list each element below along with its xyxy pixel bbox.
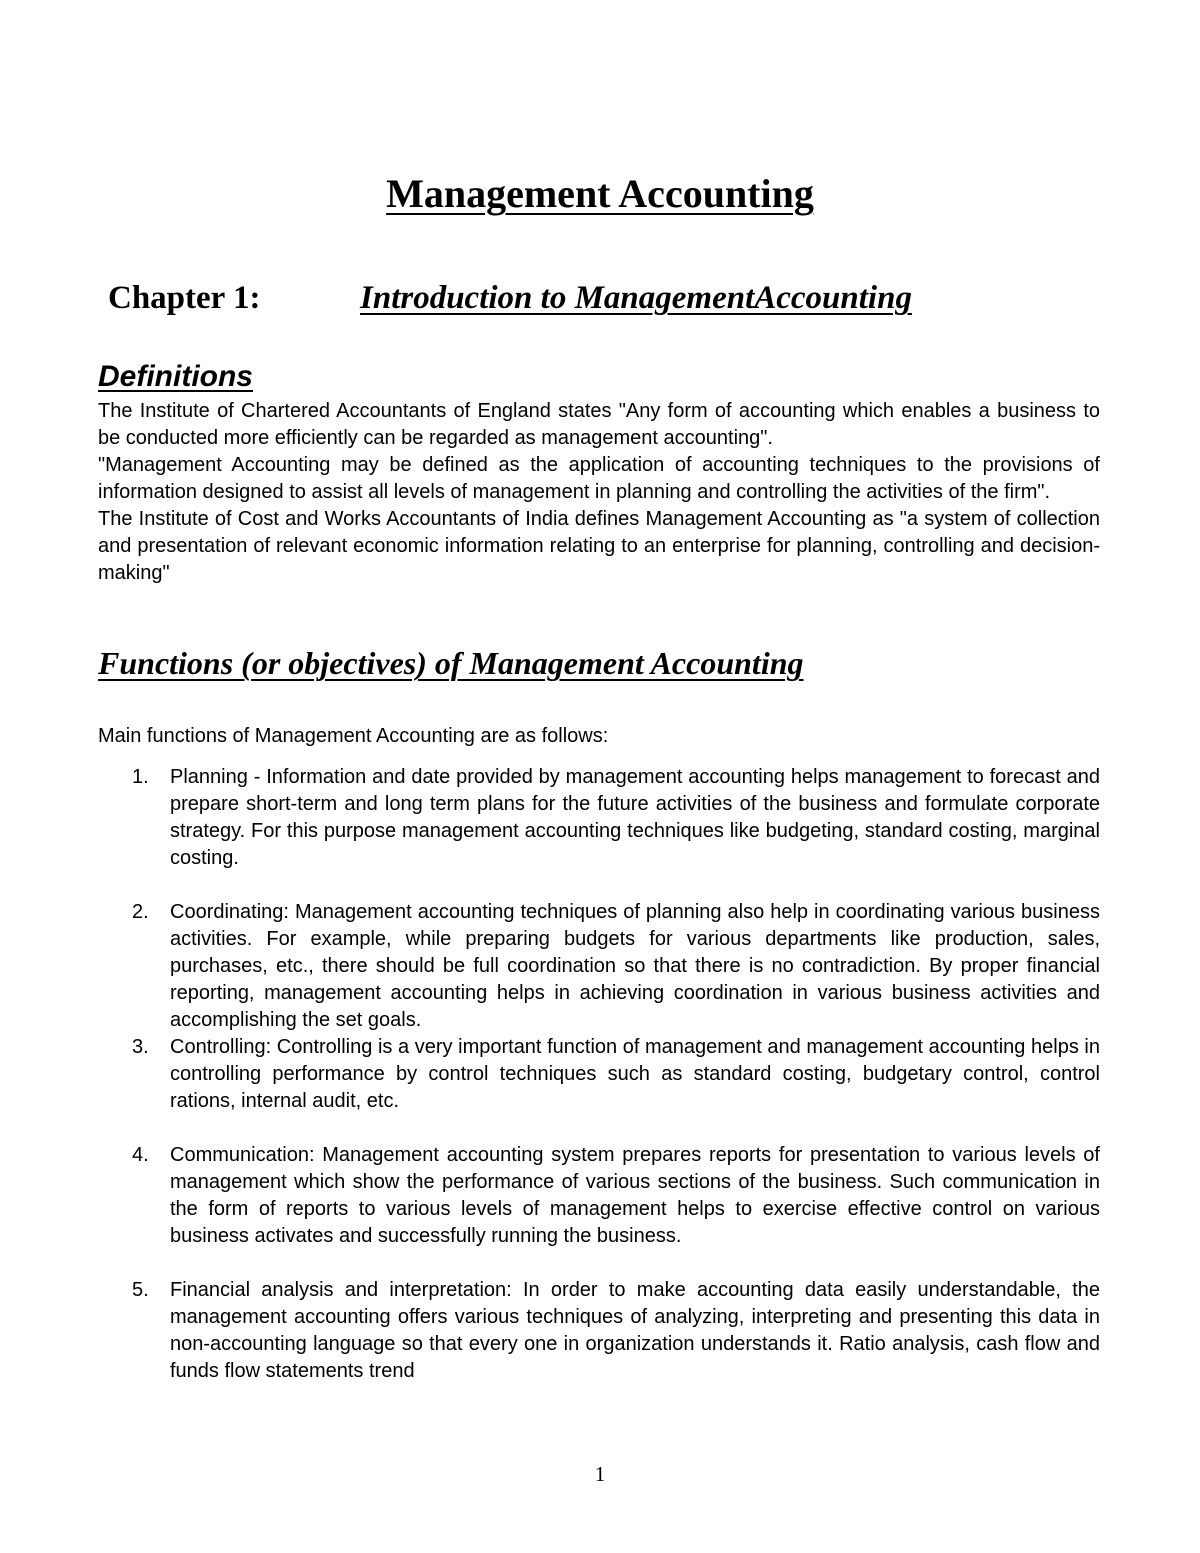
list-item-number: 2. [132,901,149,923]
list-item [98,899,1100,1034]
chapter-heading [108,276,1108,320]
definition-paragraph: "Management Accounting may be defined as the application of accounting techniques to the provisions of information designed to assist all levels of management in planning and controlling the activities of the firm". [98,454,1100,503]
chapter-title: Introduction to ManagementAccounting [360,280,912,316]
chapter-label: Chapter 1: [108,280,261,316]
list-item-number: 3. [132,1036,149,1058]
definition-paragraph: The Institute of Cost and Works Accountants of India defines Management Accounting as "a system of collection and presentation of relevant economic information relating to an enterprise for planning, controlling and decision-making" [98,508,1100,584]
list-item [98,1034,1100,1115]
list-item-number: 4. [132,1144,149,1166]
list-item-text: Financial analysis and interpretation: In order to make accounting data easily understandable, the management accounting offers various techniques of analyzing, interpreting and presenting this data in non-accounting language so that every one in organization understands it. Ratio analysis, cash flow and funds flow statements trend [170,1279,1100,1382]
definition-paragraph: The Institute of Chartered Accountants of England states "Any form of accounting which enables a business to be conducted more efficiently can be regarded as management accounting". [98,400,1100,449]
definitions-body [98,398,1100,587]
document-title: Management Accounting [386,171,814,216]
list-item-text: Coordinating: Management accounting techniques of planning also help in coordinating various business activities. For example, while preparing budgets for various departments like production, sales, purchases, etc., there should be full coordination so that there is no contradiction. By proper financial reporting, management accounting helps in achieving coordination in various business activities and accomplishing the set goals. [170,901,1100,1031]
functions-heading: Functions (or objectives) of Management Accounting [98,645,804,681]
functions-list [98,764,1100,1385]
list-item-text: Communication: Management accounting system prepares reports for presentation to various levels of management which show the performance of various sections of the business. Such communication in the form of reports to various levels of management helps to exercise effective control on various business activates and successfully running the business. [170,1144,1100,1247]
list-item [98,1277,1100,1385]
list-item-text: Controlling: Controlling is a very important function of management and management accounting helps in controlling performance by control techniques such as standard costing, budgetary control, control rations, internal audit, etc. [170,1036,1100,1112]
list-item-number: 5. [132,1279,149,1301]
list-item-number: 1. [132,766,149,788]
functions-intro: Main functions of Management Accounting are as follows: [98,725,609,747]
list-item [98,1142,1100,1250]
definitions-heading: Definitions [98,360,253,393]
list-item-text: Planning - Information and date provided by management accounting helps management to forecast and prepare short-term and long term plans for the future activities of the business and formulate corporate strategy. For this purpose management accounting techniques like budgeting, standard costing, marginal costing. [170,766,1100,869]
list-item [98,764,1100,872]
page-number: 1 [594,1462,606,1486]
